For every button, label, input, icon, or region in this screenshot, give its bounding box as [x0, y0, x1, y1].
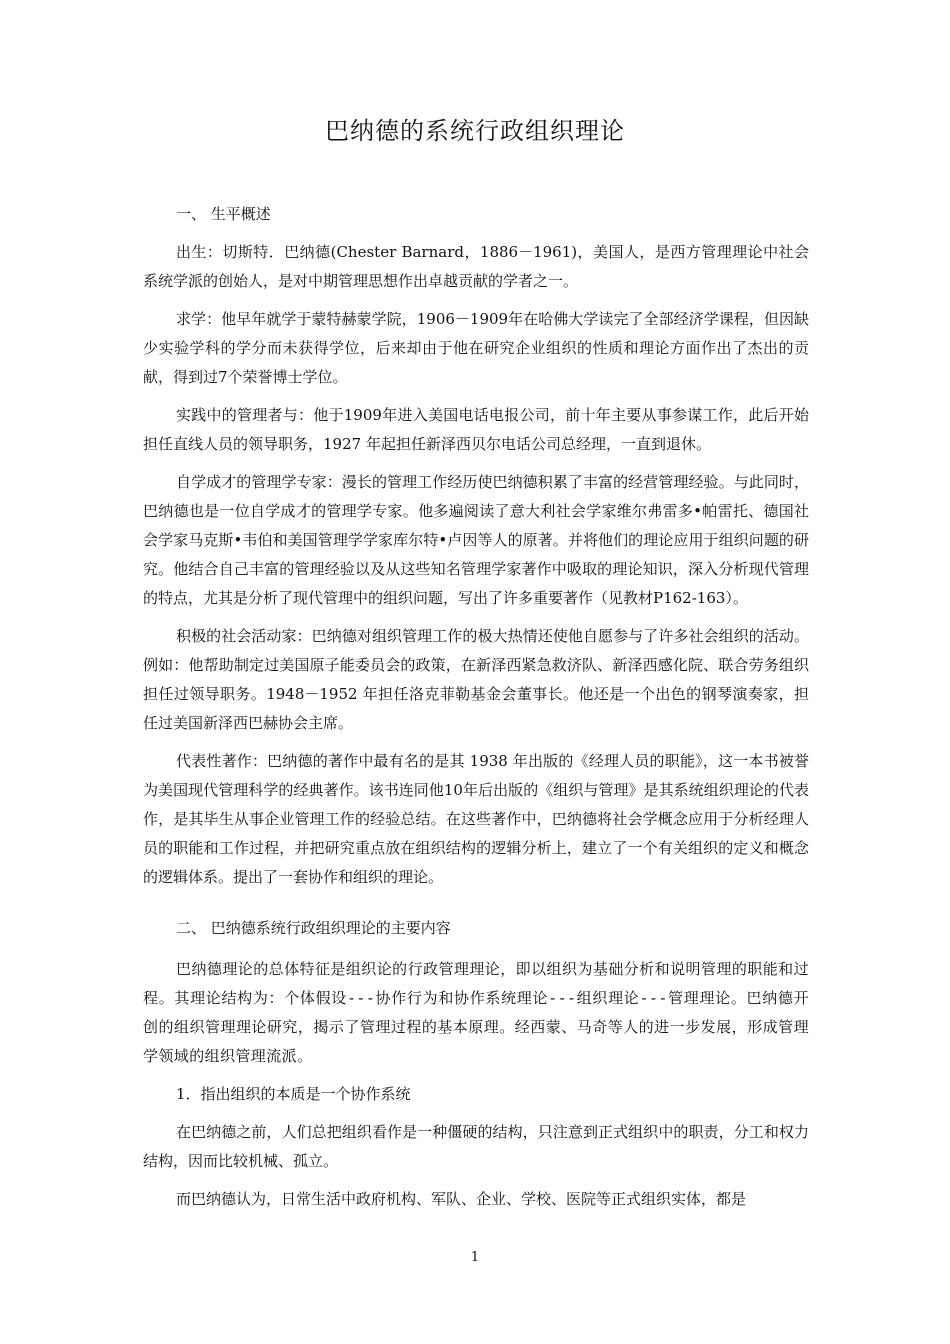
paragraph-barnard-view: 而巴纳德认为，日常生活中政府机构、军队、企业、学校、医院等正式组织实体，都是: [176, 1190, 747, 1208]
paragraph-self-taught: 自学成才的管理学专家：漫长的管理工作经历使巴纳德积累了丰富的经营管理经验。与此同时，巴纳德也是一位自学成才的管理学专家。他多遍阅读了意大利社会学家维尔弗雷多•帕雷托、德国社会学家马克斯•韦伯和美国管理学学家库尔特•卢因等人的原著。并将他们的理论应用于组织问题的研究。他结合自己丰富的管理经验以及从这些知名管理学家著作中吸取的理论知识，深入分析现代管理的特点，尤其是分析了现代管理中的组织问题，写出了许多重要著作（见教材P162-163）。: [143, 473, 809, 607]
paragraph-social-activities: 积极的社会活动家：巴纳德对组织管理工作的极大热情还使他自愿参与了许多社会组织的活动。例如：他帮助制定过美国原子能委员会的政策，在新泽西紧急救济队、新泽西感化院、联合劳务组织担任过领导职务。1948－1952 年担任洛克菲勒基金会董事长。他还是一个出色的钢琴演奏家，担任过美国新泽西巴赫协会主席。: [143, 627, 809, 732]
paragraph-intro: 巴纳德理论的总体特征是组织论的行政管理理论，即以组织为基础分析和说明管理的职能和过程。其理论结构为：个体假设---协作行为和协作系统理论---组织理论---管理理论。巴纳德开创的组织管理理论研究，揭示了管理过程的基本原理。经西蒙、马奇等人的进一步发展，形成管理学领域的组织管理流派。: [143, 960, 809, 1065]
paragraph-education: 求学：他早年就学于蒙特赫蒙学院，1906－1909年在哈佛大学读完了全部经济学课程，但因缺少实验学科的学分而未获得学位，后来却由于他在研究企业组织的性质和理论方面作出了杰出的贡献，得到过7个荣誉博士学位。: [143, 310, 809, 386]
section-heading-2: 二、 巴纳德系统行政组织理论的主要内容: [176, 919, 451, 937]
page-number: 1: [470, 1250, 480, 1265]
document-title: 巴纳德的系统行政组织理论: [325, 117, 625, 145]
paragraph-before-barnard: 在巴纳德之前，人们总把组织看作是一种僵硬的结构，只注意到正式组织中的职责，分工和权力结构，因而比较机械、孤立。: [143, 1123, 809, 1170]
paragraph-birth: 出生：切斯特．巴纳德(Chester Barnard，1886－1961)，美国人，是西方管理理论中社会系统学派的创始人，是对中期管理思想作出卓越贡献的学者之一。: [143, 243, 809, 290]
subheading-1: 1．指出组织的本质是一个协作系统: [176, 1085, 411, 1103]
paragraph-practice: 实践中的管理者与：他于1909年进入美国电话电报公司，前十年主要从事参谋工作，此后开始担任直线人员的领导职务，1927 年起担任新泽西贝尔电话公司总经理，一直到退休。: [143, 406, 809, 453]
document-body: [143, 200, 809, 1223]
section-heading-1: 一、 生平概述: [176, 205, 271, 223]
paragraph-works: 代表性著作：巴纳德的著作中最有名的是其 1938 年出版的《经理人员的职能》，这一本书被誉为美国现代管理科学的经典著作。该书连同他10年后出版的《组织与管理》是其系统组织理论的代表作，是其毕生从事企业管理工作的经验总结。在这些著作中，巴纳德将社会学概念应用于分析经理人员的职能和工作过程，并把研究重点放在组织结构的逻辑分析上，建立了一个有关组织的定义和概念的逻辑体系。提出了一套协作和组织的理论。: [143, 752, 809, 886]
